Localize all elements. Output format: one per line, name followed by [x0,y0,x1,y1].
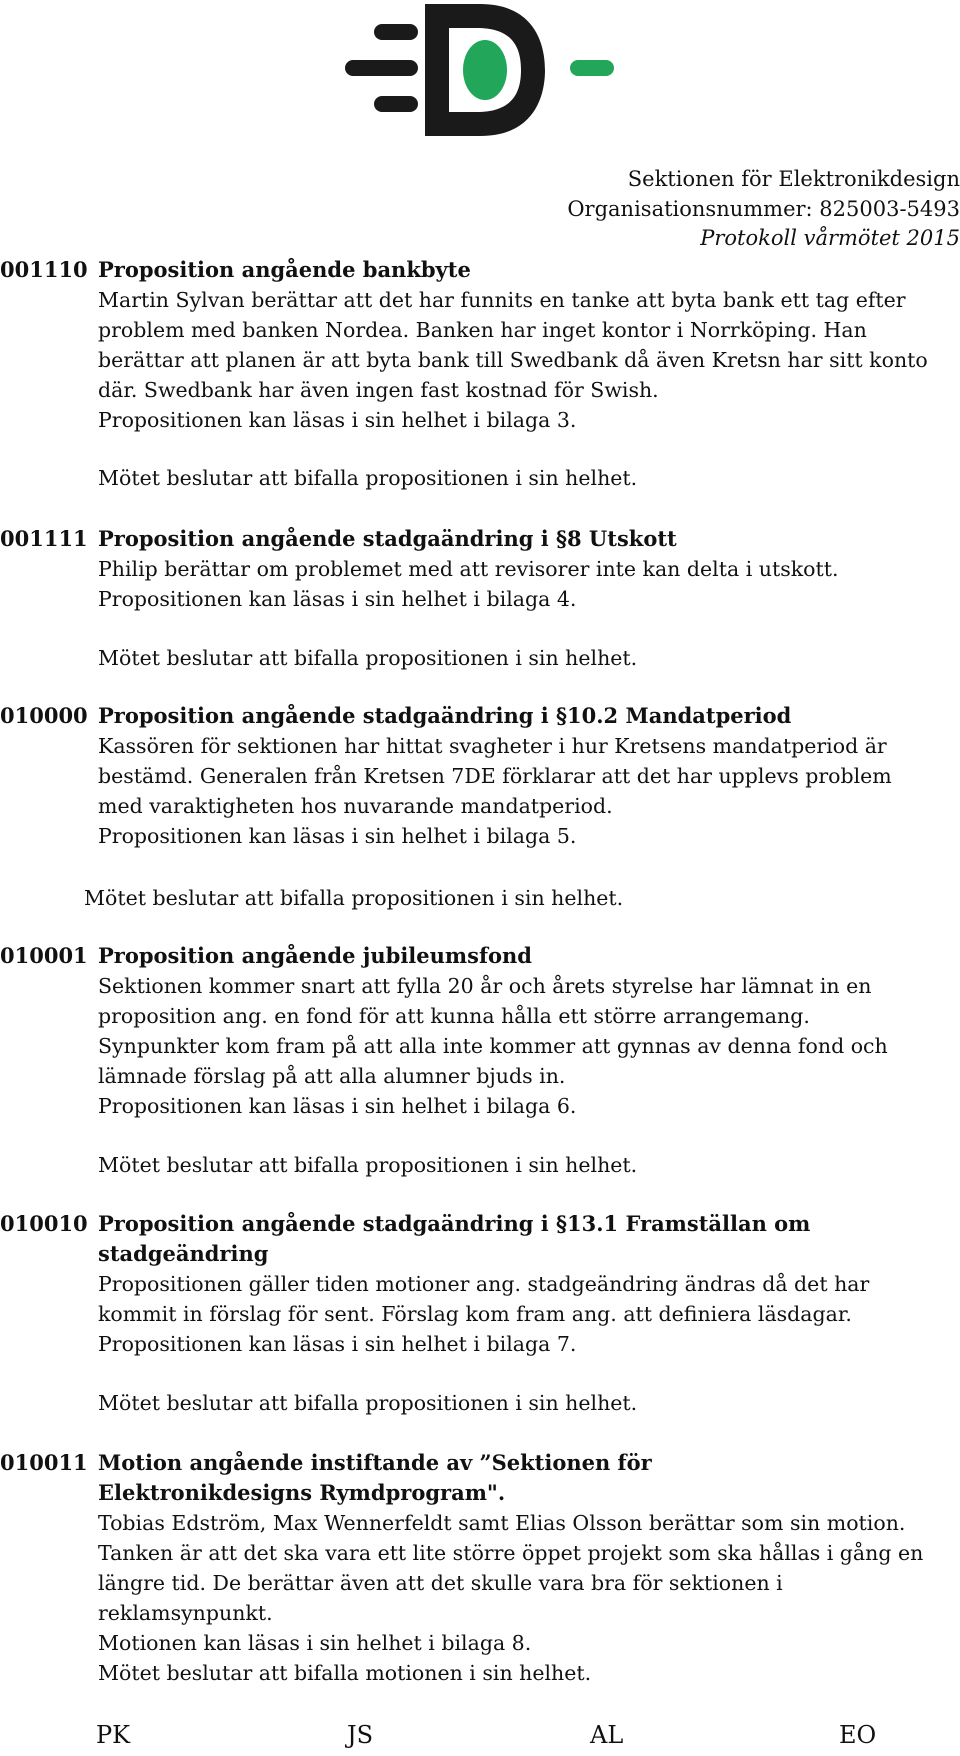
section-body [98,731,958,851]
section-title: Proposition angående stadgaändring i §8 Utskott [98,526,677,551]
section-heading [0,524,960,554]
section-title: Proposition angående bankbyte [98,257,471,282]
organization-name: Sektionen för Elektronikdesign [627,167,960,191]
body-line: proposition ang. en fond för att kunna hålla ett större arrangemang. [98,1004,810,1028]
section-title: Motion angående instiftande av ”Sektionen för Elektronikdesigns Rymdprogram". [98,1450,652,1505]
body-line: Tobias Edström, Max Wennerfeldt samt Elias Olsson berättar som sin motion. [98,1511,906,1535]
body-line: Propositionen gäller tiden motioner ang. stadgeändring ändras då det har [98,1272,870,1296]
section-number: 010010 [0,1211,88,1236]
organization-number: Organisationsnummer: 825003-5493 [567,197,960,221]
section-stadga-8 [0,524,960,614]
section-bankbyte [0,255,960,435]
body-line: Propositionen kan läsas i sin helhet i bilaga 4. [98,587,577,611]
ed-logo [345,2,615,138]
body-line: problem med banken Nordea. Banken har inget kontor i Norrköping. Han [98,318,867,342]
body-line: Mötet beslutar att bifalla motionen i sin helhet. [98,1661,592,1685]
body-line: Philip berättar om problemet med att revisorer inte kan delta i utskott. [98,557,839,581]
section-number: 010011 [0,1450,88,1475]
protocol-title: Protokoll vårmötet 2015 [700,226,960,250]
decision: Mötet beslutar att bifalla propositionen i sin helhet. [98,1391,638,1415]
section-body [98,1508,958,1688]
section-jubileumsfond [0,941,960,1121]
decision: Mötet beslutar att bifalla propositionen i sin helhet. [98,1153,638,1177]
section-rymdprogram [0,1448,960,1688]
body-line: Propositionen kan läsas i sin helhet i bilaga 5. [98,824,577,848]
section-number: 010000 [0,703,88,728]
body-line: Propositionen kan läsas i sin helhet i bilaga 6. [98,1094,577,1118]
signature-initials: AL [590,1721,624,1749]
body-line: bestämd. Generalen från Kretsen 7DE förklarar att det har upplevs problem [98,764,892,788]
body-line: där. Swedbank har även ingen fast kostnad för Swish. [98,378,659,402]
section-heading [0,1209,960,1269]
body-line: Kassören för sektionen har hittat svagheter i hur Kretsens mandatperiod är [98,734,887,758]
section-title: Proposition angående jubileumsfond [98,943,532,968]
section-number: 001111 [0,526,88,551]
signature-initials: EO [839,1721,877,1749]
body-line: berättar att planen är att byta bank till Swedbank då även Kretsn har sitt konto [98,348,928,372]
section-body [98,285,958,435]
body-line: Motionen kan läsas i sin helhet i bilaga 8. [98,1631,532,1655]
decision: Mötet beslutar att bifalla propositionen i sin helhet. [98,646,638,670]
body-line: Martin Sylvan berättar att det har funnits en tanke att byta bank ett tag efter [98,288,906,312]
signature-initials: PK [96,1721,131,1749]
section-heading [0,941,960,971]
section-number: 001110 [0,257,88,282]
body-line: längre tid. De berättar även att det skulle vara bra för sektionen i [98,1571,783,1595]
body-line: kommit in förslag för sent. Förslag kom fram ang. att definiera läsdagar. [98,1302,852,1326]
body-line: Sektionen kommer snart att fylla 20 år och årets styrelse har lämnat in en [98,974,872,998]
decision: Mötet beslutar att bifalla propositionen i sin helhet. [98,466,638,490]
section-stadga-13-1 [0,1209,960,1359]
body-line: reklamsynpunkt. [98,1601,273,1625]
signature-initials: JS [347,1721,374,1749]
section-heading [0,701,960,731]
section-heading [0,255,960,285]
body-line: lämnade förslag på att alla alumner bjuds in. [98,1064,566,1088]
body-line: Propositionen kan läsas i sin helhet i bilaga 3. [98,408,577,432]
body-line: med varaktigheten hos nuvarande mandatperiod. [98,794,613,818]
section-stadga-10-2 [0,701,960,851]
section-heading [0,1448,960,1508]
section-title: Proposition angående stadgaändring i §10.2 Mandatperiod [98,703,792,728]
section-body [98,1269,958,1359]
section-body [98,971,958,1121]
section-number: 010001 [0,943,88,968]
section-body [98,554,958,614]
section-title: Proposition angående stadgaändring i §13.1 Framställan om stadgeändring [98,1211,811,1266]
body-line: Synpunkter kom fram på att alla inte kommer att gynnas av denna fond och [98,1034,888,1058]
body-line: Propositionen kan läsas i sin helhet i bilaga 7. [98,1332,577,1356]
decision: Mötet beslutar att bifalla propositionen i sin helhet. [84,886,624,910]
body-line: Tanken är att det ska vara ett lite större öppet projekt som ska hållas i gång en [98,1541,924,1565]
